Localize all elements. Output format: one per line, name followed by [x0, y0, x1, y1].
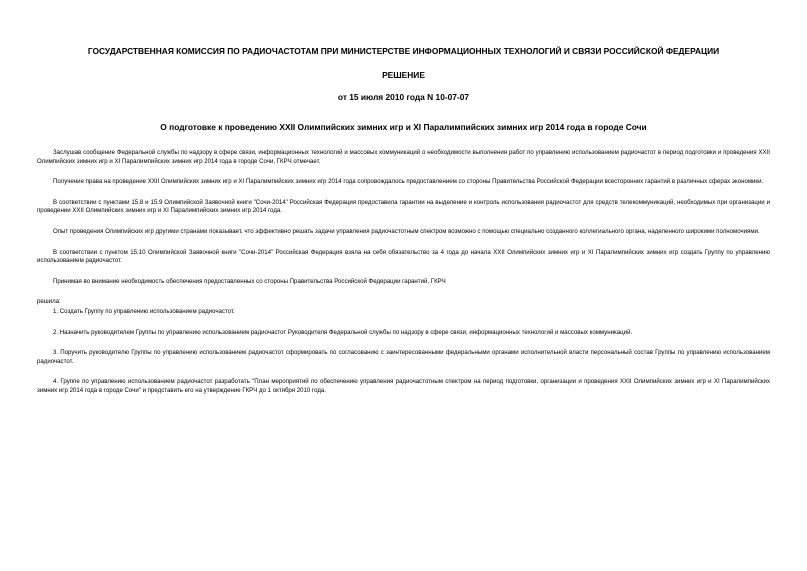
paragraph-guarantees: Получение права на проведение XXII Олимпийских зимних игр и XI Паралимпийских зимних игр 2014 года сопровождалось предоставлением со стороны Правительства Российской Федерации всесторонних гарантий в различных сферах экономики.: [53, 178, 764, 186]
paragraph-bid-book-15-10: В соответствии с пунктом 15.10 Олимпийской Заявочной книги "Сочи-2014" Российская Федерация взяла на себя обязательство за 4 года до начала XXII Олимпийских зимних игр и XI Паралимпийских зимних игр создать Группу по управлению использованием радиочастот.: [37, 248, 770, 265]
decision-item-2: 2. Назначить руководителем Группы по управлению использованием радиочастот Руководителя Федеральной службы по надзору в сфере связи, информационных технологий и массовых коммуникаций.: [53, 328, 633, 336]
paragraph-bid-book-15-8: В соответствии с пунктами 15.8 и 15.9 Олимпийской Заявочной книги "Сочи-2014" Российская Федерация предоставила гарантии на выделение и контроль использования радиочастот для средств телекоммуникаций, необходимых при организации и проведении XXII Олимпийских зимних игр и XI Паралимпийских зимних игр 2014 года.: [37, 198, 770, 215]
paragraph-considering: Принимая во внимание необходимость обеспечения предоставленных со стороны Правительства Российской Федерации гарантий, ГКРЧ: [53, 277, 446, 285]
document-title: О подготовке к проведению XXII Олимпийских зимних игр и XI Паралимпийских зимних игр 2014 года в городе Сочи: [160, 122, 647, 132]
document-date-number: от 15 июля 2010 года N 10-07-07: [337, 92, 470, 102]
decision-item-4: 4. Группе по управлению использованием радиочастот разработать "План мероприятий по обеспечению управления радиочастотным спектром на период подготовки, организации и проведения XXII Олимпийских зимних игр и XI Паралимпийских зимних игр 2014 года в городе Сочи" и представить его на утверждение ГКРЧ до 1 октября 2010 года.: [37, 378, 770, 394]
issuing-authority: ГОСУДАРСТВЕННАЯ КОМИССИЯ ПО РАДИОЧАСТОТАМ ПРИ МИНИСТЕРСТВЕ ИНФОРМАЦИОННЫХ ТЕХНОЛОГИЙ И СВЯЗИ РОССИЙСКОЙ ФЕДЕРАЦИИ: [87, 46, 720, 56]
decision-item-1: 1. Создать Группу по управлению использованием радиочастот.: [53, 307, 235, 315]
paragraph-preamble: Заслушав сообщение Федеральной службы по надзору в сфере связи, информационных технологий и массовых коммуникаций о необходимости выполнения работ по управлению использованием радиочастот в период подготовки и проведения XXII Олимпийских зимних игр и XI Паралимпийских зимних игр 2014 года в городе Сочи, ГКРЧ отмечает.: [37, 149, 770, 165]
decided-label: решила:: [37, 298, 61, 306]
paragraph-experience: Опыт проведения Олимпийских игр другими странами показывает, что эффективно решать задачи управления радиочастотным спектром возможно с помощью специально созданного коллегиального органа, наделенного широкими полномочиями.: [53, 227, 760, 235]
document-body: [37, 149, 770, 408]
decision-item-3: 3. Поручить руководителю Группы по управлению использованием радиочастот сформировать по согласованию с заинтересованными федеральными органами исполнительной власти персональный состав Группы по управлению использованием радиочастот.: [37, 349, 770, 365]
document-type: РЕШЕНИЕ: [382, 70, 425, 80]
